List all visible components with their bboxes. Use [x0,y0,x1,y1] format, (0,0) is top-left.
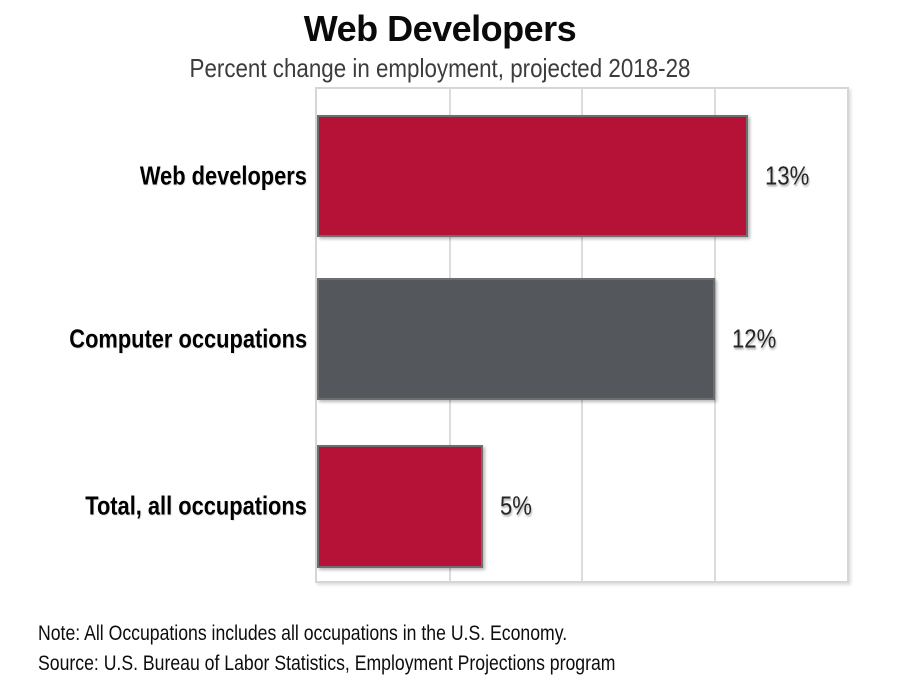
category-label-computer-occupations: Computer occupations [69,323,307,354]
value-label-web-developers: 13% [764,160,809,191]
bar-computer-occupations [317,278,715,400]
category-label-web-developers: Web developers [139,160,307,191]
category-label-total-all-occupations: Total, all occupations [85,490,307,521]
value-label-total-all-occupations: 5% [499,490,532,521]
footnote-text: Note: All Occupations includes all occupations in the U.S. Economy. [38,622,568,645]
chart-title: Web Developers [303,8,577,49]
value-label-computer-occupations: 12% [731,323,776,354]
bar-web-developers [317,115,748,237]
chart-subtitle: Percent change in employment, projected 2018-28 [189,53,691,83]
source-text: Source: U.S. Bureau of Labor Statistics, Employment Projections program [38,652,616,675]
plot-area [315,87,849,583]
bar-total-all-occupations [317,445,483,568]
